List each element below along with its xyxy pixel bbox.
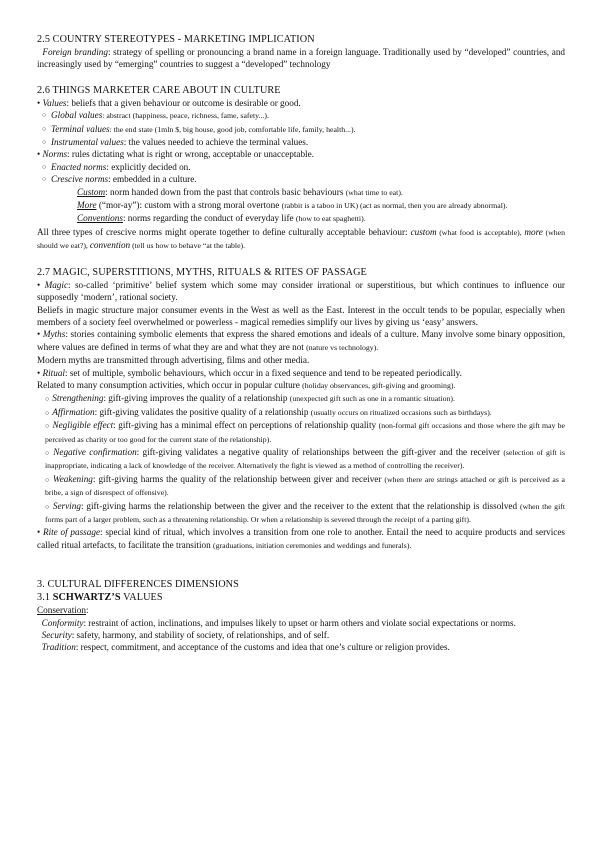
strengthening-item: ○ Strengthening: gift-giving improves the quality of a relationship (unexpected gift such as one in a romantic situation). — [45, 393, 455, 404]
instrumental-values-item: ○ Instrumental values: the values needed to achieve the terminal values. — [37, 136, 565, 148]
crescive-norms-item: ○ Crescive norms: embedded in a culture. — [37, 173, 565, 185]
custom-item: Custom: norm handed down from the past that controls basic behaviours (what time to eat). — [77, 186, 403, 197]
terminal-values-item: ○ Terminal values: the end state (1mln $, big house, good job, comfortable life, family, health...). — [37, 123, 565, 136]
foreign-branding-paragraph: Foreign branding: strategy of spelling or pronouncing a brand name in a foreign language. Traditionally used by “developed” countries, and increasingly used by “emerging” countries to suggest a “developed” technology — [37, 47, 566, 70]
section-2-7-title: 2.7 MAGIC, SUPERSTITIONS, MYTHS, RITUALS & RITES OF PASSAGE — [37, 266, 367, 278]
security-item: Security: safety, harmony, and stability of society, of relationships, and of self. — [41, 630, 330, 641]
norms-bullet: • Norms: rules dictating what is right or wrong, acceptable or unacceptable. — [37, 149, 314, 160]
modern-myths-paragraph: Modern myths are transmitted through advertising, films and other media. — [37, 355, 310, 366]
negative-confirmation-item: ○ Negative confirmation: gift-giving validates a negative quality of relationships between the gift-giver and the receiver (selection of gift is inappropriate, indicating a lack of knowledge of the receiver. Alternatively the fight is viewed as a method of controlling the receiver). — [45, 446, 566, 471]
ritual-bullet: • Ritual: set of multiple, symbolic behaviours, which occur in a fixed sequence and tend to be repeated periodically. — [37, 367, 462, 378]
conventions-item: Conventions: norms regarding the conduct of everyday life (how to eat spaghetti). — [77, 213, 366, 224]
crescive-summary: All three types of crescive norms might operate together to define culturally acceptable behaviour: custom (what food is acceptable), more (when should we eat?), convention (tell us how to behave “at the table). — [37, 226, 565, 251]
more-item: More (“mor-ay”): custom with a strong moral overtone (rabbit is a taboo in UK) (act as normal, then you are already abnormal). — [77, 200, 508, 211]
document-page — [37, 33, 565, 654]
global-values-item: ○ Global values: abstract (happiness, peace, richness, fame, safety...). — [37, 109, 565, 122]
conservation-heading: Conservation: — [37, 605, 89, 616]
weakening-item: ○ Weakening: gift-giving harms the quality of the relationship between giver and receiver (when there are strings attached or gift is perceived as a bribe, a sign of disrespect of offensive). — [45, 473, 565, 498]
values-bullet: • Values: beliefs that a given behaviour or outcome is desirable or good. — [37, 97, 301, 108]
myths-bullet: • Myths: stories containing symbolic elements that express the shared emotions and ideals of a culture. Many involve some binary opposition, where values are defined in terms of what they are and what they are not (nature vs technology). — [37, 329, 566, 352]
affirmation-item: ○ Affirmation: gift-giving validates the positive quality of a relationship (usually occurs on ritualized occasions such as birthdays). — [45, 406, 492, 417]
tradition-item: Tradition: respect, commitment, and acceptance of the customs and idea that one’s culture or religion provides. — [41, 642, 450, 653]
section-2-5-title: 2.5 COUNTRY STEREOTYPES - MARKETING IMPLICATION — [37, 34, 315, 45]
term-foreign-branding: Foreign branding — [42, 47, 108, 57]
negligible-effect-item: ○ Negligible effect: gift-giving has a minimal effect on perceptions of relationship quality (non-formal gift occasions and those where the gift may be perceived as charity or too good for the current state of the relationship). — [45, 420, 565, 444]
beliefs-paragraph: Beliefs in magic structure major consumer events in the West as well as the East. Interest in the occult tends to be popular, especially when members of a society feel overwhelmed or powerless - magical remedies simplify our lives by giving us ‘easy’ answers. — [37, 304, 565, 327]
section-3-1-title: 3.1 SCHWARTZ’S VALUES — [37, 592, 163, 604]
severing-item: ○ Serving: gift-giving harms the relationship between the giver and the receiver to the extent that the relationship is dissolved (when the gift forms part of a larger problem, such as a threatening relationship. Or when a relationship is severed through the receipt of a parting gift). — [45, 500, 566, 524]
section-3-title: 3. CULTURAL DIFFERENCES DIMENSIONS — [37, 579, 239, 591]
rite-of-passage-bullet: • Rite of passage: special kind of ritual, which involves a transition from one role to another. Entail the need to acquire products and services called ritual artefacts, to facilitate the transition (graduations, initiation ceremonies and weddings and funerals). — [37, 527, 566, 550]
related-paragraph: Related to many consumption activities, which occur in popular culture (holiday observances, gift-giving and grooming). — [37, 379, 456, 390]
enacted-norms-item: ○ Enacted norms: explicitly decided on. — [37, 161, 565, 173]
conformity-item: Conformity: restraint of action, inclinations, and impulses likely to upset or harm others and violate social expectations or norms. — [41, 617, 516, 628]
magic-bullet: • Magic: so-called ‘primitive’ belief system which some may consider irrational or superstitious, but which continues to influence our supposedly ‘modern’, rational society. — [37, 279, 565, 303]
section-2-6-title: 2.6 THINGS MARKETER CARE ABOUT IN CULTURE — [37, 84, 281, 96]
